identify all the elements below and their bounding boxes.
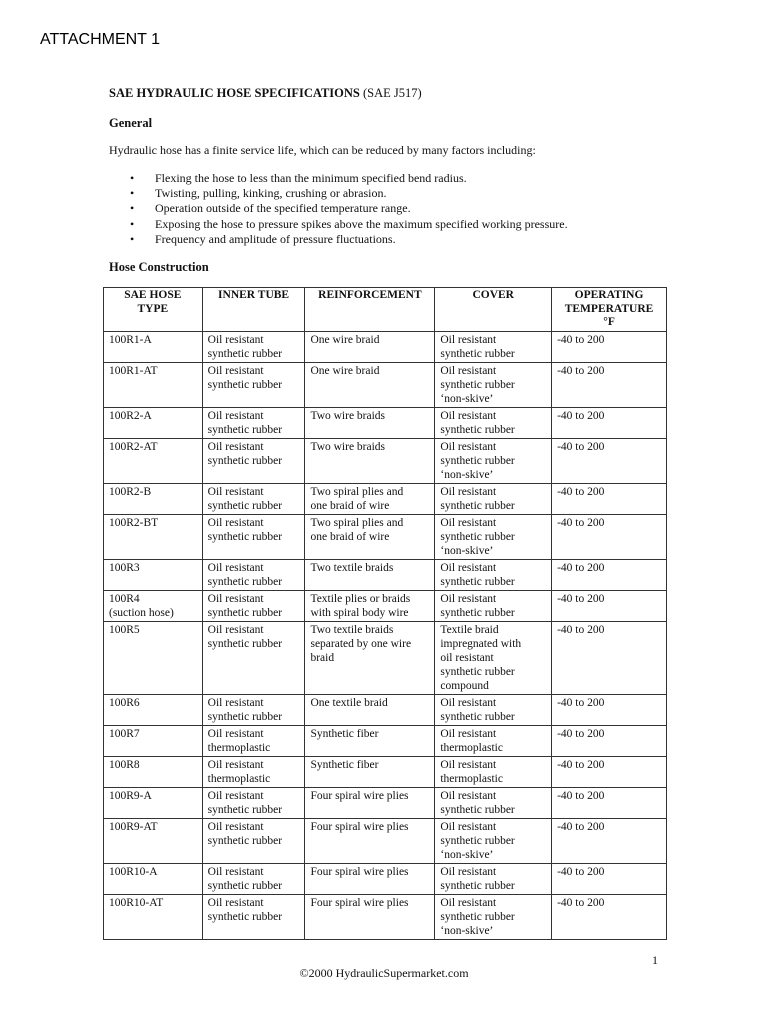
table-header-row [104,288,667,332]
table-cell: 100R7 [104,725,203,756]
page-number: 1 [652,953,658,967]
table-cell: 100R2-A [104,407,203,438]
table-cell: Oil resistant synthetic rubber [435,407,552,438]
table-cell: 100R3 [104,559,203,590]
list-item: • Exposing the hose to pressure spikes above the maximum specified working pressure. [130,217,568,232]
table-cell: One wire braid [305,331,435,362]
table-cell: 100R10-AT [104,894,203,939]
table-cell: One wire braid [305,362,435,407]
table-cell: Oil resistant synthetic rubber [202,621,305,694]
table-cell: Two textile braids separated by one wire braid [305,621,435,694]
table-cell: -40 to 200 [552,863,667,894]
title-main: SAE HYDRAULIC HOSE SPECIFICATIONS [109,86,360,100]
table-cell: 100R2-AT [104,438,203,483]
table-cell: Synthetic fiber [305,725,435,756]
table-cell: Oil resistant synthetic rubber ‘non-skive’ [435,362,552,407]
table-cell: Two spiral plies and one braid of wire [305,514,435,559]
table-cell: Oil resistant synthetic rubber [202,559,305,590]
table-cell: 100R9-AT [104,818,203,863]
table-cell: Oil resistant thermoplastic [435,756,552,787]
table-cell: Oil resistant synthetic rubber ‘non-skive’ [435,514,552,559]
table-row [104,863,667,894]
list-item: • Twisting, pulling, kinking, crushing or abrasion. [130,186,568,201]
column-header: OPERATING TEMPERATURE °F [552,288,667,332]
hose-spec-table [103,287,667,940]
column-header: REINFORCEMENT [305,288,435,332]
table-cell: 100R1-AT [104,362,203,407]
table-cell: 100R10-A [104,863,203,894]
table-cell: Oil resistant synthetic rubber ‘non-skive’ [435,438,552,483]
table-cell: Oil resistant synthetic rubber [202,407,305,438]
column-header: INNER TUBE [202,288,305,332]
table-cell: 100R4 (suction hose) [104,590,203,621]
construction-heading: Hose Construction [109,260,209,274]
table-cell: Oil resistant synthetic rubber [435,331,552,362]
table-cell: -40 to 200 [552,514,667,559]
table-cell: Oil resistant synthetic rubber [202,438,305,483]
table-cell: -40 to 200 [552,694,667,725]
table-cell: -40 to 200 [552,407,667,438]
table-cell: Oil resistant synthetic rubber [202,514,305,559]
general-heading: General [109,116,153,130]
title-standard: (SAE J517) [363,86,422,100]
footer-copyright: ©2000 HydraulicSupermarket.com [299,966,469,980]
table-cell: Oil resistant thermoplastic [202,725,305,756]
table-cell: Four spiral wire plies [305,787,435,818]
table-row [104,514,667,559]
table-cell: 100R2-BT [104,514,203,559]
table-cell: -40 to 200 [552,438,667,483]
table-cell: -40 to 200 [552,483,667,514]
table-cell: 100R1-A [104,331,203,362]
table-cell: Oil resistant synthetic rubber [202,483,305,514]
table-cell: -40 to 200 [552,621,667,694]
table-cell: Oil resistant synthetic rubber [202,694,305,725]
table-row [104,590,667,621]
table-row [104,362,667,407]
table-cell: Two wire braids [305,438,435,483]
attachment-label: ATTACHMENT 1 [40,31,161,48]
table-cell: -40 to 200 [552,559,667,590]
column-header: COVER [435,288,552,332]
document-title [109,86,422,101]
table-cell: -40 to 200 [552,362,667,407]
table-row [104,438,667,483]
table-cell: Oil resistant synthetic rubber [202,331,305,362]
table-cell: Four spiral wire plies [305,863,435,894]
list-item: • Operation outside of the specified temperature range. [130,201,568,216]
table-cell: Oil resistant synthetic rubber [435,483,552,514]
table-cell: Oil resistant synthetic rubber [202,863,305,894]
table-row [104,787,667,818]
table-row [104,483,667,514]
table-cell: Oil resistant thermoplastic [435,725,552,756]
table-cell: Oil resistant synthetic rubber ‘non-skive’ [435,894,552,939]
table-cell: Oil resistant synthetic rubber [202,787,305,818]
table-cell: Oil resistant synthetic rubber [435,863,552,894]
table-cell: Two spiral plies and one braid of wire [305,483,435,514]
table-cell: Two textile braids [305,559,435,590]
column-header: SAE HOSE TYPE [104,288,203,332]
table-cell: Oil resistant synthetic rubber [202,818,305,863]
table-cell: Oil resistant synthetic rubber [202,362,305,407]
table-row [104,894,667,939]
table-cell: One textile braid [305,694,435,725]
table-row [104,756,667,787]
table-cell: Two wire braids [305,407,435,438]
table-cell: Textile plies or braids with spiral body wire [305,590,435,621]
table-cell: 100R5 [104,621,203,694]
table-cell: 100R2-B [104,483,203,514]
table-cell: Oil resistant thermoplastic [202,756,305,787]
table-row [104,407,667,438]
table-cell: -40 to 200 [552,756,667,787]
list-item: • Frequency and amplitude of pressure fluctuations. [130,232,568,247]
table-row [104,818,667,863]
table-cell: Oil resistant synthetic rubber [435,787,552,818]
table-row [104,694,667,725]
table-cell: Oil resistant synthetic rubber [435,694,552,725]
intro-paragraph: Hydraulic hose has a finite service life, which can be reduced by many factors including: [109,143,536,157]
table-cell: Oil resistant synthetic rubber [435,559,552,590]
table-cell: -40 to 200 [552,590,667,621]
table-cell: Oil resistant synthetic rubber [202,590,305,621]
table-row [104,559,667,590]
table-cell: Oil resistant synthetic rubber ‘non-skive’ [435,818,552,863]
table-cell: 100R9-A [104,787,203,818]
table-body [104,331,667,939]
table-cell: -40 to 200 [552,894,667,939]
table-row [104,725,667,756]
table-cell: Four spiral wire plies [305,818,435,863]
factor-list [130,171,568,247]
table-cell: Synthetic fiber [305,756,435,787]
table-cell: -40 to 200 [552,725,667,756]
table-cell: -40 to 200 [552,787,667,818]
table-cell: -40 to 200 [552,331,667,362]
table-cell: Oil resistant synthetic rubber [435,590,552,621]
table-cell: -40 to 200 [552,818,667,863]
table-cell: Oil resistant synthetic rubber [202,894,305,939]
table-cell: Textile braid impregnated with oil resistant synthetic rubber compound [435,621,552,694]
list-item: • Flexing the hose to less than the minimum specified bend radius. [130,171,568,186]
table-cell: 100R6 [104,694,203,725]
table-cell: 100R8 [104,756,203,787]
table-row [104,331,667,362]
table-row [104,621,667,694]
table-cell: Four spiral wire plies [305,894,435,939]
